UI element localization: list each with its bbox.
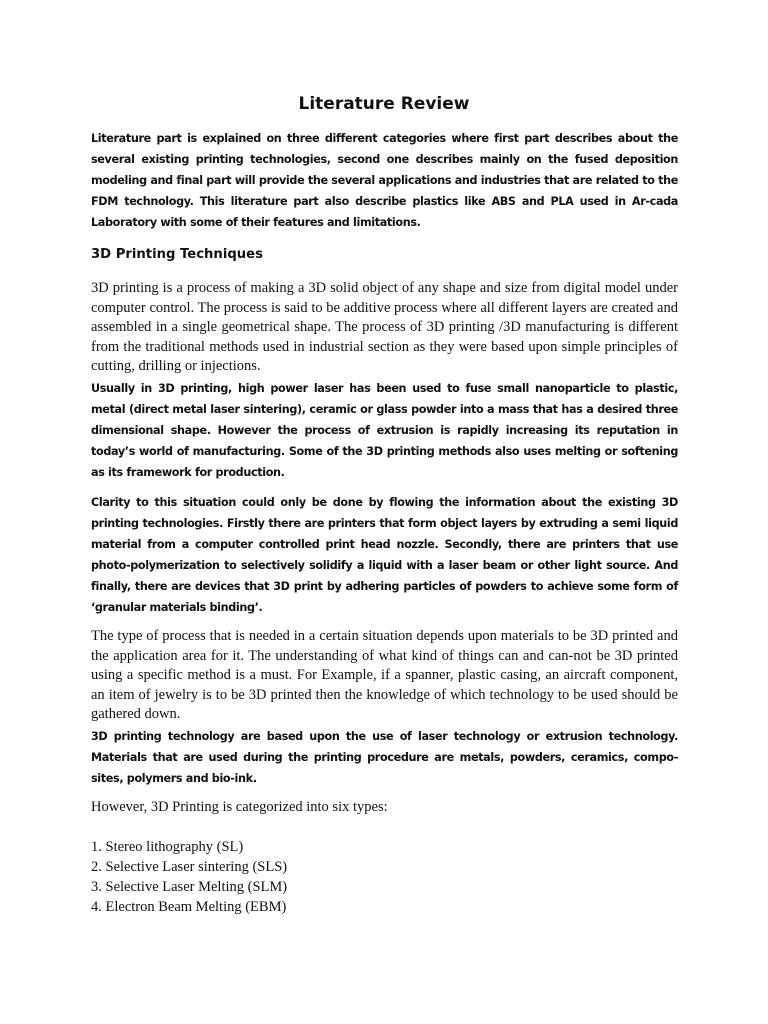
paragraph-laser-extrusion: Usually in 3D printing, high power laser has been used to fuse small nanoparticle to plastic, metal (direct metal laser sintering), ceramic or glass powder into a mass that has a desired three dimensional shape. However the process of extrusion is rapidly increasing its reputation in today’s world of manufacturing. Some of the 3D printing methods also uses melting or softening as its framework for production. (91, 382, 678, 479)
list-item: 4. Electron Beam Melting (EBM) (91, 899, 287, 915)
section-heading: 3D Printing Techniques (91, 247, 263, 262)
paragraph-3d-printing-definition: 3D printing is a process of making a 3D solid object of any shape and size from digital model under computer control. The process is said to be additive process where all different layers are created and assembled in a single geometrical shape. The process of 3D printing /3D manufacturing is different from the traditional methods used in industrial section as they were based upon simple principles of cutting, drilling or injections. (91, 280, 678, 375)
list-item: 2. Selective Laser sintering (SLS) (91, 859, 288, 875)
paragraph-technologies-overview: Clarity to this situation could only be done by flowing the information about the existing 3D printing technologies. Firstly there are printers that form object layers by extruding a semi liquid material from a computer controlled print head nozzle. Secondly, there are printers that use photo-polymerization to selectively solidify a liquid with a laser beam or other light source. And finally, there are devices that 3D print by adhering particles of powders to achieve some form of ‘granular materials binding’. (91, 496, 678, 614)
paragraph-materials: 3D printing technology are based upon the use of laser technology or extrusion technology. Materials that are used during the printing procedure are metals, powders, ceramics, compo-sites, polymers and bio-ink. (91, 730, 678, 785)
printing-types-list (91, 837, 287, 917)
paragraph-categories-intro: However, 3D Printing is categorized into six types: (91, 799, 388, 815)
paragraph-process-selection: The type of process that is needed in a certain situation depends upon materials to be 3D printed and the application area for it. The understanding of what kind of things can and can-not be 3D printed using a specific method is a must. For Example, if a spanner, plastic casing, an aircraft component, an item of jewelry is to be 3D printed then the knowledge of which technology to be used should be gathered down. (91, 628, 678, 723)
list-item: 3. Selective Laser Melting (SLM) (91, 879, 288, 895)
page-title: Literature Review (298, 94, 470, 114)
intro-paragraph: Literature part is explained on three different categories where first part describes about the several existing printing technologies, second one describes mainly on the fused deposition modeling and final part will provide the several applications and industries that are related to the FDM technology. This literature part also describe plastics like ABS and PLA used in Ar-cada Laboratory with some of their features and limitations. (91, 132, 678, 229)
list-item: 1. Stereo lithography (SL) (91, 839, 244, 855)
